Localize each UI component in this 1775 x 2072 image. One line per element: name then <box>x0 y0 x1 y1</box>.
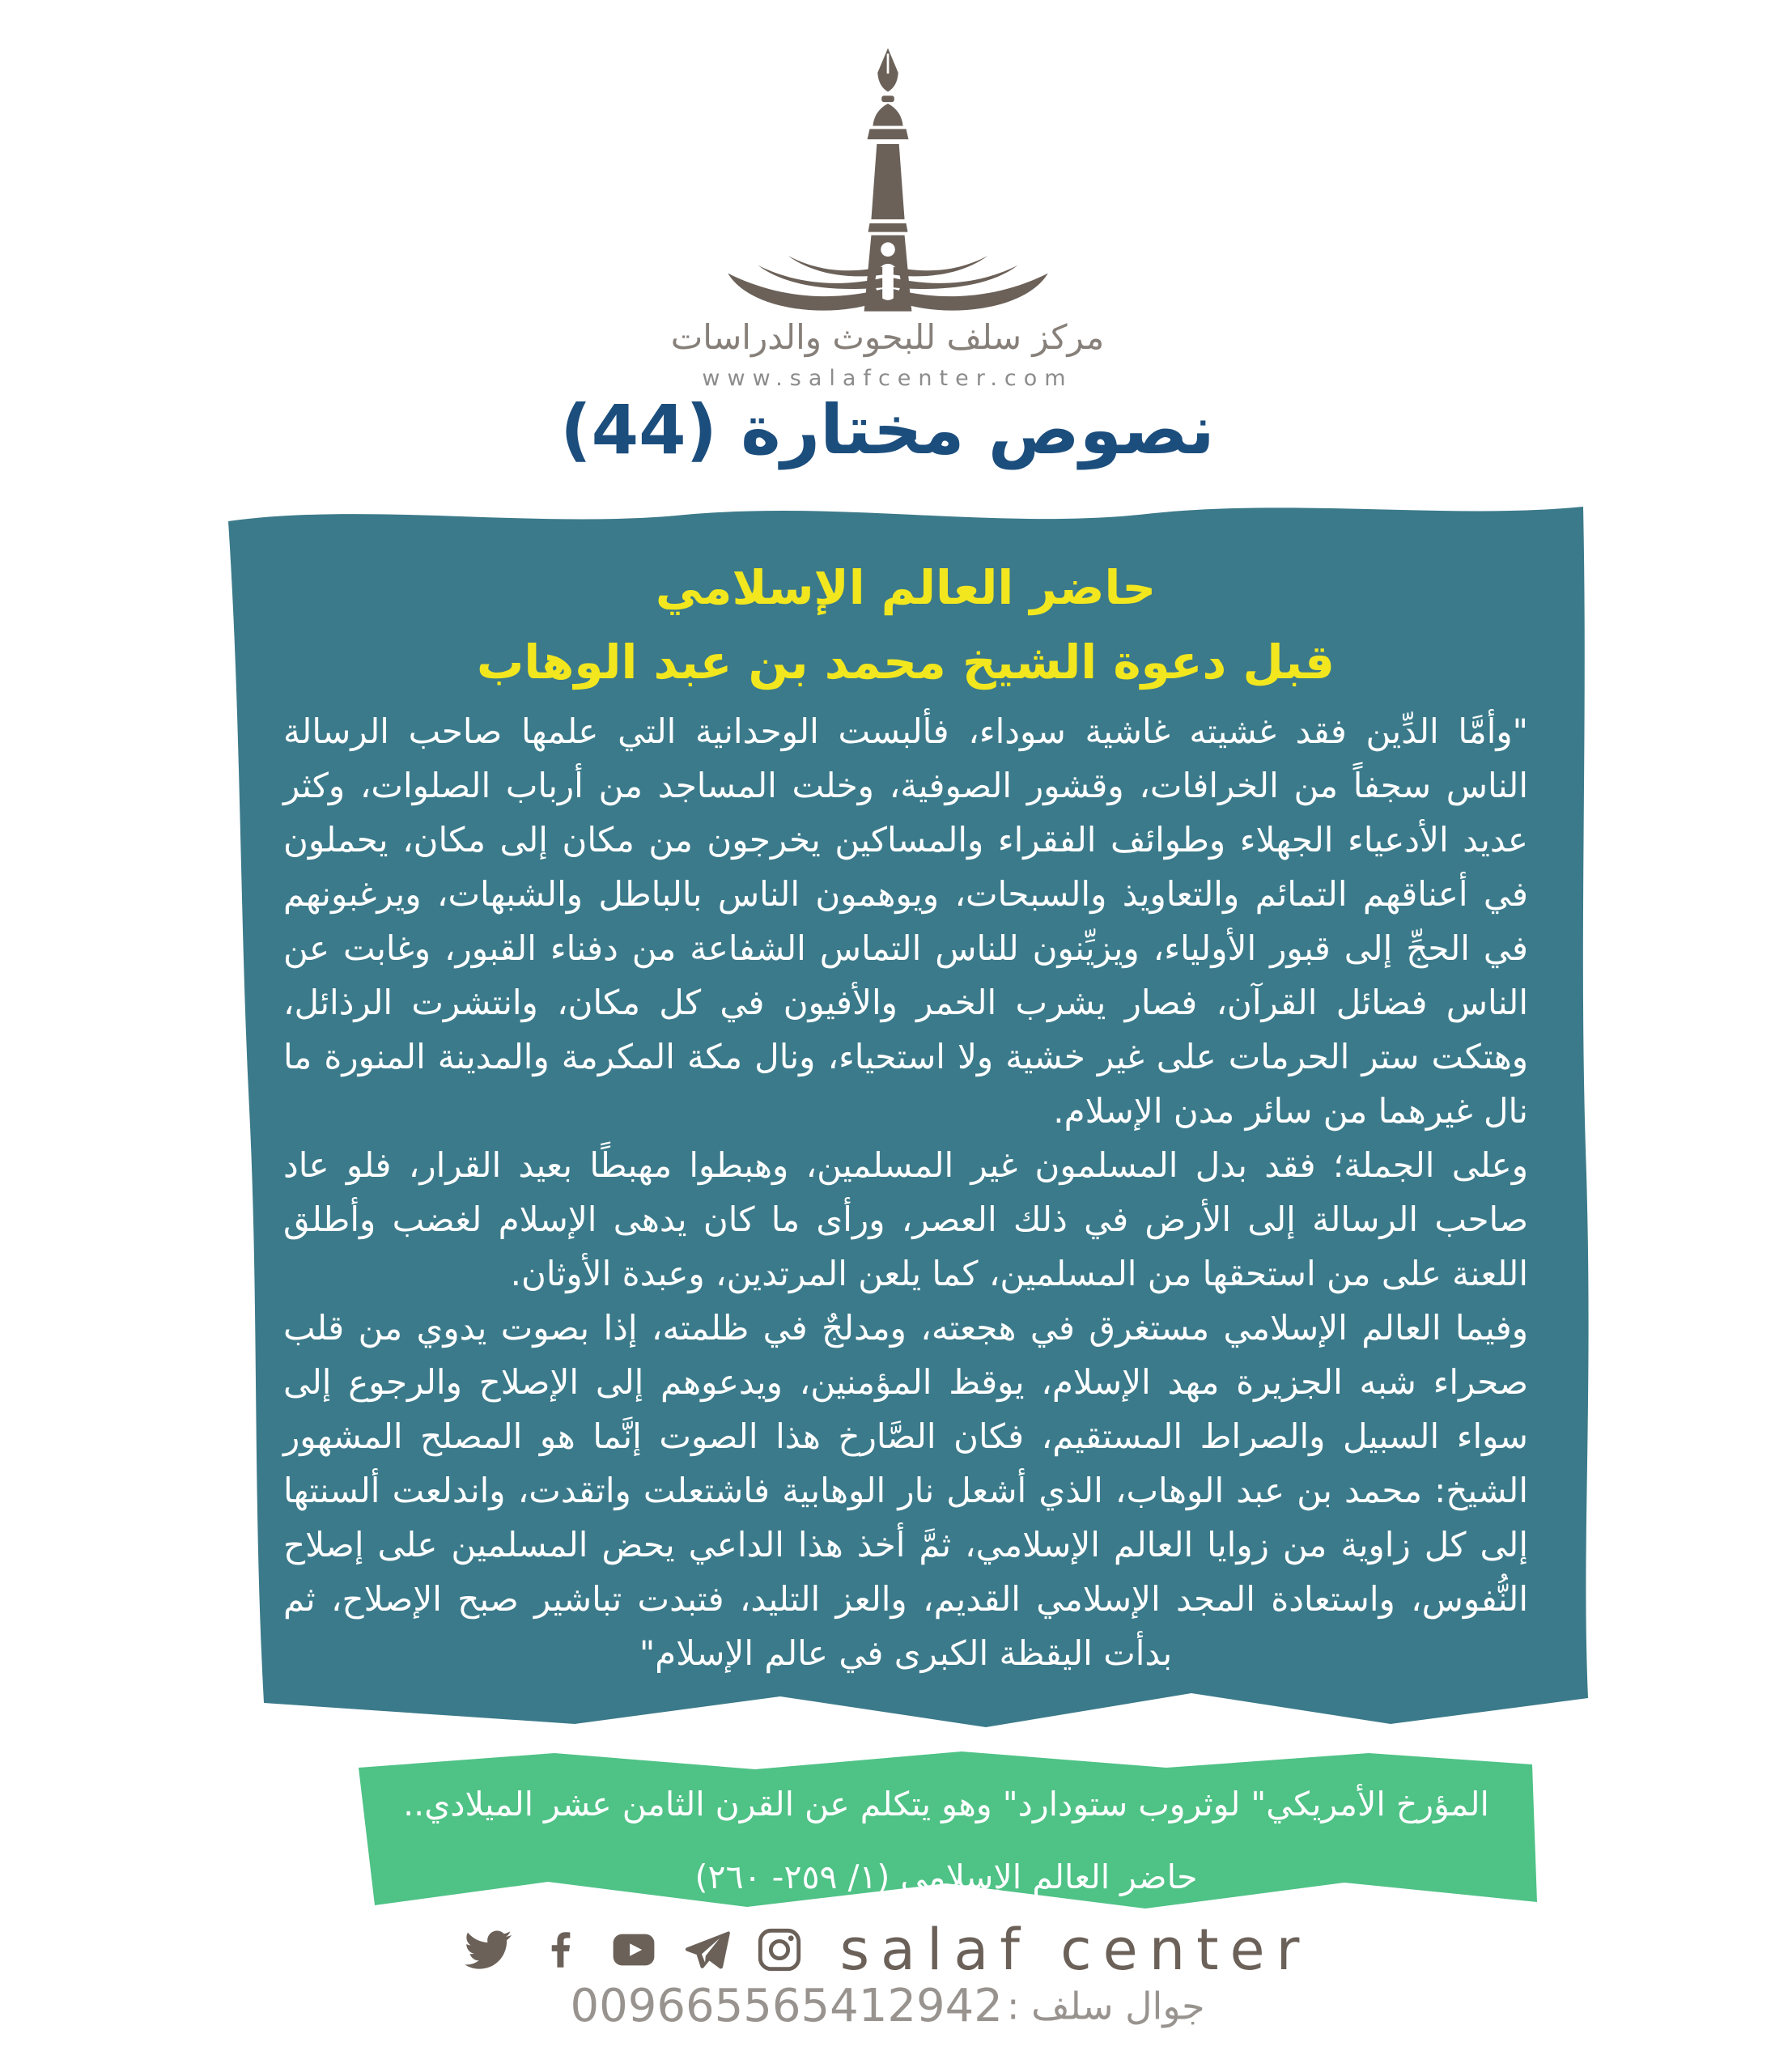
social-row <box>0 1917 1775 1983</box>
salaf-center-logo <box>698 45 1078 317</box>
series-title: نصوص مختارة (44) <box>560 390 1215 469</box>
citation-text <box>375 1768 1518 1913</box>
quote-paragraph-3: وفيما العالم الإسلامي مستغرق في هجعته، ومدلجٌ في ظلمته، إذا بصوت يدوي من قلب صحراء شبه الجزيرة مهد الإسلام، يوقظ المؤمنين، ويدعوهم إلى الإصلاح والرجوع إلى سواء السبيل والصراط المستقيم، فكان الصَّارخ هذا الصوت إنَّما هو المصلح المشهور الشيخ: محمد بن عبد الوهاب، الذي أشعل نار الوهابية فاشتعلت واتقدت، واندلعت ألسنتها إلى كل زاوية من زوايا العالم الإسلامي، ثمَّ أخذ هذا الداعي يحض المسلمين على إصلاح النُّفوس، واستعادة المجد الإسلامي القديم، والعز التليد، فتبدت تباشير صبح الإصلاح، ثم بدأت اليقظة الكبرى في عالم الإسلام" <box>283 1308 1528 1673</box>
quote-heading-line1: حاضر العالم الإسلامي <box>655 560 1157 615</box>
quote-body <box>283 704 1528 1680</box>
citation-line1: المؤرخ الأمريكي" لوثروب ستودارد" وهو يتكلم عن القرن الثامن عشر الميلادي.. <box>403 1785 1489 1824</box>
phone-row <box>0 1980 1775 2032</box>
youtube-icon <box>610 1926 657 1973</box>
quote-box <box>215 494 1596 1734</box>
quote-heading <box>215 550 1596 699</box>
quote-paragraph-2: وعلى الجملة؛ فقد بدل المسلمون غير المسلمين، وهبطوا مهبطًا بعيد القرار، فلو عاد صاحب الرسالة إلى الأرض في ذلك العصر، ورأى ما كان يدهى الإسلام لغضب وأطلق اللعنة على من استحقها من المسلمين، كما يلعن المرتدين، وعبدة الأوثان. <box>283 1145 1528 1293</box>
twitter-icon <box>465 1926 512 1973</box>
phone-number: 009665565412942 <box>570 1980 1003 2032</box>
phone-label: جوال سلف : <box>1006 1984 1205 2028</box>
facebook-icon <box>537 1926 584 1973</box>
social-handle: salaf center <box>839 1917 1311 1983</box>
website-url: www.salafcenter.com <box>702 366 1073 391</box>
telegram-icon <box>683 1926 730 1973</box>
quote-paragraph-1: "وأمَّا الدِّين فقد غشيته غاشية سوداء، فألبست الوحدانية التي علمها صاحب الرسالة الناس سجفاً من الخرافات، وقشور الصوفية، وخلت المساجد من أرباب الصلوات، وكثر عديد الأدعياء الجهلاء وطوائف الفقراء والمساكين يخرجون من مكان إلى مكان، يحملون في أعناقهم التمائم والتعاويذ والسبحات، ويوهمون الناس بالباطل والشبهات، ويرغبونهم في الحجِّ إلى قبور الأولياء، ويزيِّنون للناس التماس الشفاعة من دفناء القبور، وغابت عن الناس فضائل القرآن، فصار يشرب الخمر والأفيون في كل مكان، وانتشرت الرذائل، وهتكت ستر الحرمات على غير خشية ولا استحياء، ونال مكة المكرمة والمدينة المنورة ما نال غيرهما من سائر مدن الإسلام. <box>283 711 1528 1131</box>
citation-banner <box>350 1743 1542 1938</box>
instagram-icon <box>756 1926 803 1973</box>
quote-heading-line2: قبل دعوة الشيخ محمد بن عبد الوهاب <box>477 635 1335 690</box>
org-name: مركز سلف للبحوث والدراسات <box>670 317 1105 357</box>
citation-line2: حاضر العالم الإسلامي (١/ ٢٥٩- ٢٦٠) <box>694 1858 1198 1896</box>
